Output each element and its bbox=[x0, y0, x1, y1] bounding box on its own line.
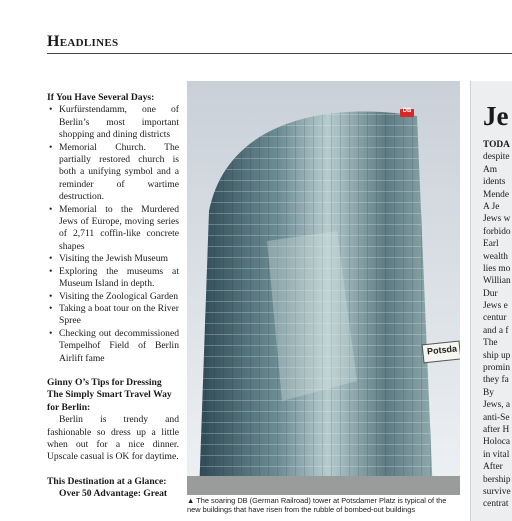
article-line: A Je bbox=[483, 201, 500, 212]
street-sign: Potsda bbox=[426, 343, 458, 357]
article-line: forbido bbox=[483, 226, 511, 237]
list-item: • Taking a boat tour on the River Spree bbox=[47, 303, 179, 328]
several-days-heading: If You Have Several Days: bbox=[47, 92, 155, 103]
article-line: survive bbox=[483, 486, 511, 497]
glance-heading: This Destination at a Glance: bbox=[47, 475, 167, 487]
article-line: Earl bbox=[483, 239, 499, 250]
article-line: centur bbox=[483, 313, 507, 324]
list-item: • Exploring the museums at Museum Island in depth. bbox=[47, 266, 179, 291]
list-item: • Memorial Church. The partially restored church is both a unifying symbol and a reminder of wartime destruction. bbox=[47, 142, 179, 204]
sidebar-article bbox=[470, 81, 512, 521]
article-line: and a f bbox=[483, 325, 509, 336]
article-body bbox=[483, 139, 512, 511]
article-line: despite bbox=[483, 152, 510, 163]
article-line: promin bbox=[483, 363, 511, 374]
dressing-tips-section bbox=[47, 377, 179, 464]
article-line: they fa bbox=[483, 375, 509, 386]
article-line: Mende bbox=[483, 189, 510, 200]
article-line: Jews e bbox=[483, 301, 508, 312]
list-item: • Visiting the Jewish Museum bbox=[47, 253, 179, 265]
glance-text: Over 50 Advantage: Great bbox=[59, 488, 168, 500]
db-tower-photo bbox=[187, 81, 460, 495]
article-line: lies mo bbox=[483, 263, 511, 274]
article-line: TODA bbox=[483, 140, 510, 150]
dressing-tips-heading: Ginny O’s Tips for Dressing The Simply Smart Travel Way for Berlin: bbox=[47, 376, 172, 413]
article-line: By bbox=[483, 387, 494, 398]
article-line: wealth bbox=[483, 251, 508, 262]
article-line: After bbox=[483, 462, 503, 473]
article-line: after H bbox=[483, 424, 510, 435]
article-line: idents bbox=[483, 177, 506, 188]
article-line: bership bbox=[483, 474, 511, 485]
list-item: • Kurfürstendamm, one of Berlin’s most important shopping and dining districts bbox=[47, 104, 179, 141]
header-rule bbox=[47, 53, 512, 54]
article-line: The bbox=[483, 338, 498, 349]
section-header: Headlines bbox=[47, 33, 119, 50]
list-item: • Checking out decommissioned Tempelhof Field of Berlin Airlift fame bbox=[47, 328, 179, 365]
sidebar-column bbox=[47, 92, 179, 513]
article-line: Holoca bbox=[483, 437, 511, 448]
article-line: ship up bbox=[483, 350, 511, 361]
dressing-tips-text: Berlin is trendy and fashionable so dress up a little when out for a nice dinner. Upscale casual is OK for daytime. bbox=[47, 414, 179, 463]
article-line: Am bbox=[483, 164, 498, 175]
photo-caption: ▲ The soaring DB (German Railroad) tower at Potsdamer Platz is typical of the new buildings that have risen from the rubble of bombed-out buildings bbox=[187, 496, 447, 514]
db-tower-illustration bbox=[187, 81, 460, 495]
article-line: Jews, a bbox=[483, 400, 511, 411]
list-item: • Memorial to the Murdered Jews of Europe, moving series of 2,711 coffin-like concrete shapes bbox=[47, 204, 179, 254]
article-line: in vital bbox=[483, 449, 510, 460]
db-logo: DB bbox=[402, 108, 412, 114]
article-line: Dur bbox=[483, 288, 498, 299]
article-line: centrat bbox=[483, 499, 509, 510]
list-item: • Visiting the Zoological Garden bbox=[47, 291, 179, 303]
glance-section bbox=[47, 476, 179, 501]
several-days-section bbox=[47, 92, 179, 365]
article-line: anti-Se bbox=[483, 412, 510, 423]
several-days-list bbox=[47, 104, 179, 365]
article-title: Je bbox=[483, 101, 509, 131]
article-line: Jews w bbox=[483, 214, 511, 225]
article-line: Willian bbox=[483, 276, 511, 287]
